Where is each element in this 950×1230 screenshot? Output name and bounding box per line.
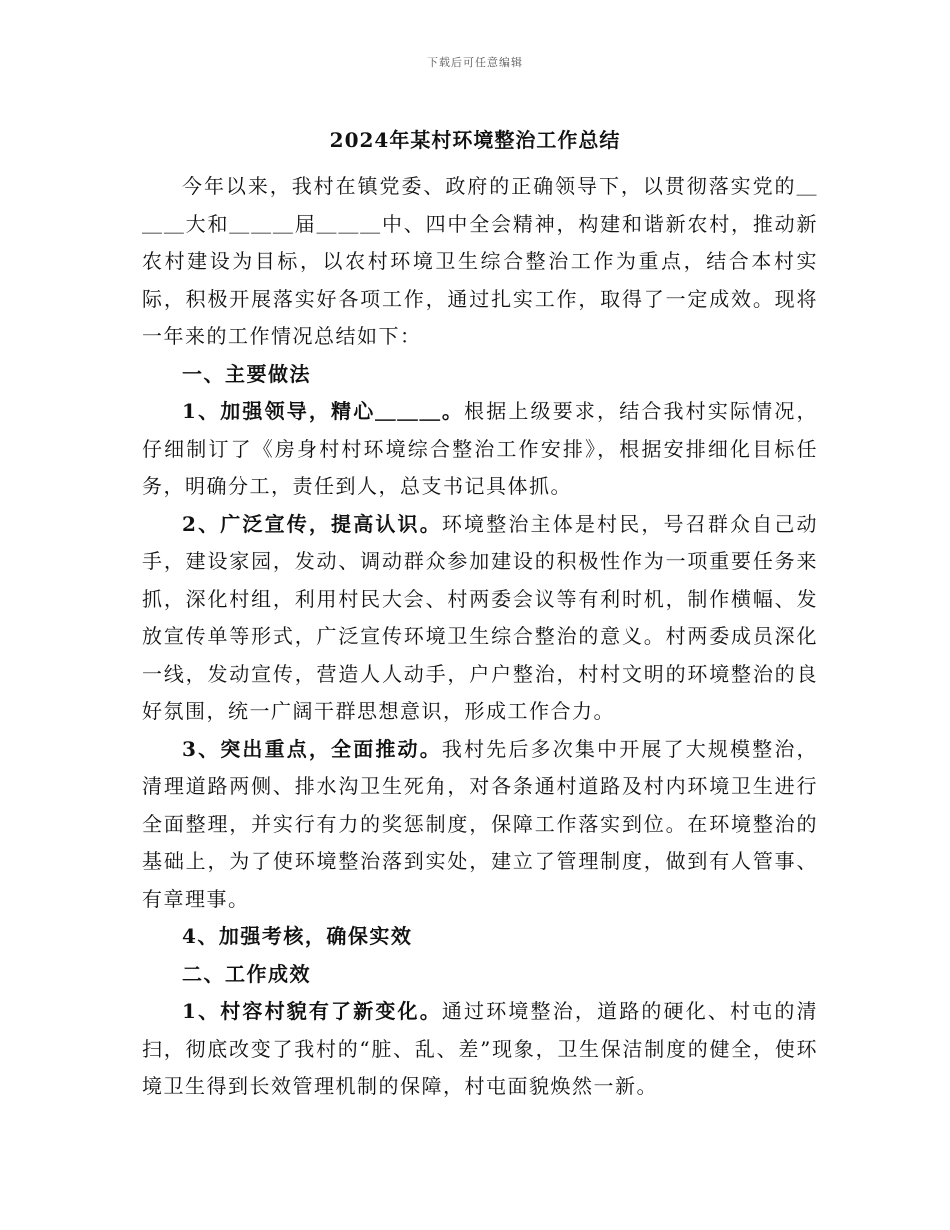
paragraph-item-1 (142, 393, 818, 506)
result-1-lead: 1、村容村貌有了新变化。 (182, 999, 442, 1023)
item-2-lead: 2、广泛宣传，提高认识。 (182, 511, 442, 536)
item-3-lead: 3、突出重点，全面推动。 (182, 736, 442, 761)
intro-paragraph: 今年以来，我村在镇党委、政府的正确领导下，以贯彻落实党的＿＿＿大和＿＿＿届＿＿＿中、四中全会精神，构建和谐新农村，推动新农村建设为目标，以农村环境卫生综合整治工作为重点，结合本村实际，积极开展落实好各项工作，通过扎实工作，取得了一定成效。现将一年来的工作情况总结如下： (142, 174, 818, 348)
section-heading-results: 二、工作成效 (182, 961, 311, 986)
paragraph-result-1 (142, 993, 818, 1106)
header-note: 下载后可任意编辑 (427, 56, 523, 69)
item-1-body: 根据上级要求，结合我村实际情况，仔细制订了《房身村村环境综合整治工作安排》，根据安排细化目标任务，明确分工，责任到人，总支书记具体抓。 (142, 399, 818, 498)
section-heading-main-practices: 一、主要做法 (182, 361, 311, 386)
paragraph-item-4: 4、加强考核，确保实效 (182, 924, 413, 948)
item-1-lead: 1、加强领导，精心＿＿＿。 (182, 399, 465, 423)
item-3-body: 我村先后多次集中开展了大规模整治，清理道路两侧、排水沟卫生死角，对各条通村道路及村内环境卫生进行全面整理，并实行有力的奖惩制度，保障工作落实到位。在环境整治的基础上，为了使环境整治落到实处，建立了管理制度，做到有人管事、有章理事。 (142, 736, 819, 911)
document-body (142, 168, 818, 1106)
result-1-body: 通过环境整治，道路的硬化、村屯的清扫，彻底改变了我村的“脏、乱、差”现象，卫生保洁制度的健全，使环境卫生得到长效管理机制的保障，村屯面貌焕然一新。 (142, 999, 819, 1098)
document-title: 2024年某村环境整治工作总结 (329, 128, 621, 152)
paragraph-item-2 (142, 506, 818, 731)
item-2-body: 环境整治主体是村民，号召群众自己动手，建设家园，发动、调动群众参加建设的积极性作为一项重要任务来抓，深化村组，利用村民大会、村两委会议等有利时机，制作横幅、发放宣传单等形式，广泛宣传环境卫生综合整治的意义。村两委成员深化一线，发动宣传，营造人人动手，户户整治，村村文明的环境整治的良好氛围，统一广阔干群思想意识，形成工作合力。 (142, 511, 819, 723)
paragraph-item-3 (142, 731, 818, 919)
